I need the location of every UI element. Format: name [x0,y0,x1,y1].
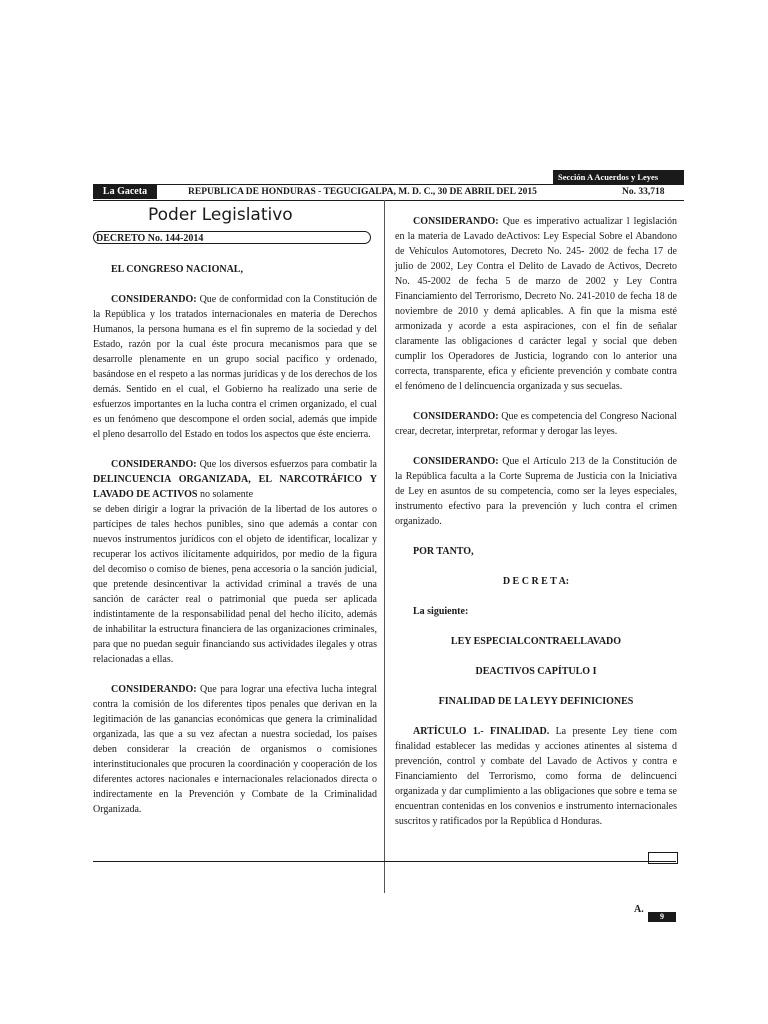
considerando-text: Que para lograr una efectiva lucha integral contra la comisión de los diferentes tipos penales que derivan en la legitimación de las ganancias económicas que genera la criminalidad organizada, las que a su vez afectan a nuestra sociedad, los países deben considerar la creación de organismos o comisiones interinstitucionales que procuren la coordinación y cooperación de los diferentes actores nacionales e internacionales relacionados directa o indirectamente en la Prevención y Combate de la Criminalidad Organizada. [93,684,377,815]
right-considerando-3 [395,454,677,529]
chapter-title: FINALIDAD DE LA LEYY DEFINICIONES [438,696,634,707]
la-siguiente: La siguiente: [413,606,469,617]
issue-number: No. 33,718 [622,187,665,197]
gazette-name: La Gaceta [93,185,157,199]
law-title-line-1: LEY ESPECIALCONTRAELLAVADO [450,636,622,647]
considerando-lead: CONSIDERANDO: [413,411,499,422]
masthead-text: REPUBLICA DE HONDURAS - TEGUCIGALPA, M. D. C., 30 DE ABRIL DEL 2015 [188,187,537,197]
header-bottom-rule [93,200,684,201]
por-tanto: POR TANTO, [413,546,474,557]
considerando-bold-text: DELINCUENCIA ORGANIZADA, EL NARCOTRÁFICO Y LAVADO DE ACTIVOS [93,474,377,500]
considerando-lead: CONSIDERANDO: [413,456,499,467]
considerando-text: Que de conformidad con la Constitución de la República y los tratados internacionales en materia de Derechos Humanos, la persona humana es el fin supremo de la sociedad y del Estado, razón por la cual éste procura mecanismos para que se desarrolle plenamente en un grupo social pacífico y ordenado, basándose en el respeto a las normas jurídicas y de los derechos de los demás. Sentido en el cual, el Gobierno ha realizado una serie de esfuerzos importantes en la lucha contra el crimen organizado, el cual es un fenómeno que descompone el orden social, además que impide el pleno desarrollo del Estado en todos los aspectos que éste encierra. [93,294,377,440]
bottom-rule [93,861,676,862]
article-lead: ARTÍCULO 1.- FINALIDAD. [413,726,550,737]
left-considerando-3 [93,682,377,817]
considerando-text: Que el Artículo 213 de la Constitución de la República faculta a la Corte Suprema de Justicia con la Iniciativa de Ley en asuntos de su competencia, como ser la leyes especiales, instrumento efectivo para la prevención y luch contra el crimen organizado. [395,456,677,527]
considerando-lead: CONSIDERANDO: [111,684,197,695]
section-tag: Sección A Acuerdos y Leyes [553,170,684,185]
article-1 [395,724,677,829]
section-letter: A. [634,904,644,915]
decree-label: DECRETO No. 144-2014 [93,231,371,244]
right-column-body [395,214,677,829]
decreta-heading: D E C R E T A: [502,576,570,587]
left-column-body [93,262,377,817]
corner-box [648,852,678,864]
right-considerando-1 [395,214,677,394]
masthead-line [188,185,684,199]
considerando-lead: CONSIDERANDO: [111,459,197,470]
right-considerando-2 [395,409,677,439]
article-text: La presente Ley tiene com finalidad establecer las medidas y acciones atinentes al sistema d prevención, control y combate del Lavado de Activos y contra e Financiamiento del Terrorismo, como forma de delincuenci organizada y dar cumplimiento a las obligaciones que sobre e tema se encuentran contenidas en los convenios e instrumento internacionales suscritos y ratificados por la República d Honduras. [395,726,678,827]
left-considerando-1 [93,292,377,442]
considerando-text: Que es competencia del Congreso Nacional crear, decretar, interpretar, reformar y derogar las leyes. [395,411,677,437]
considerando-text: Que los diversos esfuerzos para combatir la [196,459,377,470]
considerando-lead: CONSIDERANDO: [413,216,499,227]
considerando-text: no solamente [197,489,254,500]
column-divider [384,200,385,893]
law-title-line-2: DEACTIVOS CAPÍTULO I [475,666,597,677]
page-number: 9 [648,912,676,922]
left-considerando-2-cont: se deben dirigir a lograr la privación de la libertad de los autores o partícipes de tales hechos punibles, sino que además a contar con nuevos instrumentos jurídicos con el objeto de identificar, localizar y recuperar los activos ilícitamente adquiridos, por medio de la figura del decomiso o comiso de bienes, pena accesoria o la sanción judicial, que pretende desincentivar la actividad criminal a través de una sanción de carácter real o patrimonial que pueda ser aplicada indistintamente de la responsabilidad penal del hecho ilícito, además de inhabilitar la estructura financiera de las organizaciones criminales, para que no puedan seguir financiando sus actividades ilegales y otras relacionadas a ellas. [93,504,377,665]
section-title: Poder Legislativo [148,205,293,225]
considerando-lead: CONSIDERANDO: [111,294,197,305]
considerando-text: Que es imperativo actualizar l legislación en la materia de Lavado deActivos: Ley Especial Sobre el Abandono de Vehículos Automotores, Decreto No. 245- 2002 de fecha 17 de julio de 2002, Ley Contra el Delito de Lavado de Activos, Decreto No. 45-2002 de fecha 5 de marzo de 2002 y Ley Contra Financiamiento del Terrorismo, Decreto No. 241-2010 de fecha 18 de noviembre de 2010 y demá aplicables. A fin que la misma esté armonizada y acorde a esta aspiraciones, con el fin de señalar claramente las obligaciones d carácter legal y social que deben cumplir los Operadores de Justicia, logrando con lo anterior una correcta, transparente, efica y eficiente prevención y combate contra el fenómeno de l delincuencia organizada y sus secuelas. [395,216,677,392]
congress-heading: EL CONGRESO NACIONAL, [111,264,243,275]
left-considerando-2 [93,457,377,502]
